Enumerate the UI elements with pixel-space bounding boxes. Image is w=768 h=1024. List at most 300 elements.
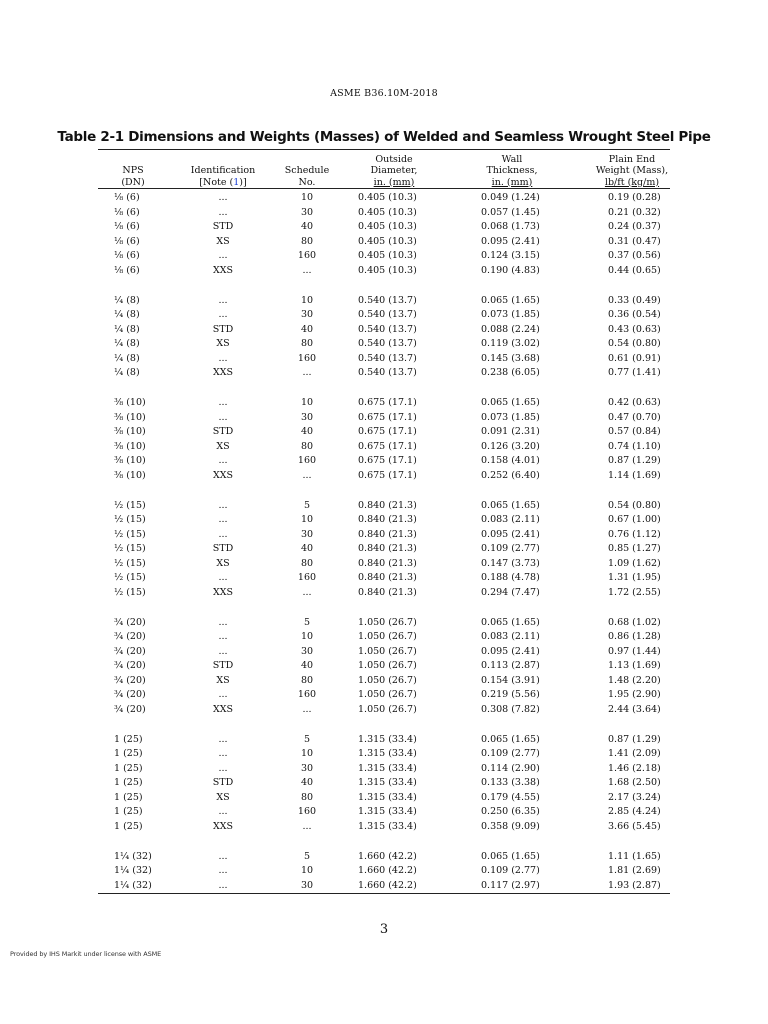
cell-nps: ⅜ (10) <box>114 455 146 466</box>
cell-identification: XXS <box>212 469 234 481</box>
cell-wall-thickness: 0.147 (3.73) <box>481 557 540 569</box>
cell-identification: XS <box>216 440 230 452</box>
cell-wall-thickness: 0.083 (2.11) <box>481 514 540 525</box>
cell-identification: ... <box>218 616 228 628</box>
cell-wall-thickness: 0.219 (5.56) <box>481 689 540 700</box>
cell-nps: 1 (25) <box>114 820 143 832</box>
cell-identification: STD <box>212 426 234 437</box>
cell-identification: ... <box>218 631 228 642</box>
cell-identification: XXS <box>212 586 234 598</box>
cell-weight: 1.41 (2.09) <box>608 748 661 759</box>
cell-schedule: 30 <box>300 206 314 218</box>
cell-nps: ¾ (20) <box>114 660 146 671</box>
cell-wall-thickness: 0.252 (6.40) <box>481 469 540 481</box>
table-row <box>98 659 670 674</box>
cell-identification: XS <box>216 557 230 569</box>
cell-schedule: 40 <box>300 543 314 554</box>
table-row <box>98 557 670 572</box>
cell-weight: 1.95 (2.90) <box>608 689 661 700</box>
cell-wall-thickness: 0.117 (2.97) <box>481 879 540 891</box>
cell-weight: 0.68 (1.02) <box>608 616 661 628</box>
header-wall-thickness: Wall Thickness, in. (mm) <box>486 153 538 188</box>
cell-outside-diameter: 0.675 (17.1) <box>358 411 417 423</box>
cell-identification: ... <box>218 733 228 745</box>
cell-schedule: 40 <box>300 777 314 788</box>
cell-weight: 0.36 (0.54) <box>608 309 661 320</box>
cell-schedule: 10 <box>300 397 314 408</box>
cell-weight: 1.81 (2.69) <box>608 865 661 876</box>
cell-weight: 0.33 (0.49) <box>608 294 661 306</box>
cell-weight: 0.77 (1.41) <box>608 367 661 378</box>
table-top-rule <box>98 149 670 150</box>
cell-identification: XS <box>216 338 230 349</box>
cell-wall-thickness: 0.119 (3.02) <box>481 338 540 349</box>
cell-schedule: 5 <box>303 616 311 628</box>
table-row <box>98 586 670 601</box>
cell-nps: ⅜ (10) <box>114 426 146 437</box>
cell-identification: ... <box>218 397 228 408</box>
table-row <box>98 220 670 235</box>
cell-wall-thickness: 0.073 (1.85) <box>481 411 540 423</box>
cell-schedule: 80 <box>300 791 314 803</box>
cell-weight: 0.57 (0.84) <box>608 426 661 437</box>
cell-nps: 1 (25) <box>114 762 143 774</box>
cell-schedule: 80 <box>300 338 314 349</box>
cell-schedule: 160 <box>297 455 317 466</box>
cell-wall-thickness: 0.109 (2.77) <box>481 865 540 876</box>
cell-identification: ... <box>218 352 228 364</box>
cell-weight: 0.86 (1.28) <box>608 631 661 642</box>
cell-outside-diameter: 1.050 (26.7) <box>358 616 417 628</box>
cell-outside-diameter: 1.315 (33.4) <box>358 777 417 788</box>
cell-schedule: 160 <box>297 572 317 583</box>
cell-outside-diameter: 1.660 (42.2) <box>358 879 417 891</box>
cell-wall-thickness: 0.088 (2.24) <box>481 323 540 335</box>
cell-outside-diameter: 0.405 (10.3) <box>358 264 417 276</box>
cell-weight: 1.46 (2.18) <box>608 762 661 774</box>
cell-outside-diameter: 0.405 (10.3) <box>358 206 417 218</box>
table-row <box>98 747 670 762</box>
table-row <box>98 879 670 894</box>
table-row <box>98 820 670 835</box>
table-row <box>98 454 670 469</box>
cell-wall-thickness: 0.095 (2.41) <box>481 528 540 540</box>
cell-outside-diameter: 0.840 (21.3) <box>358 499 417 511</box>
cell-nps: ⅛ (6) <box>114 192 140 203</box>
cell-schedule: 30 <box>300 528 314 540</box>
cell-nps: ¼ (8) <box>114 352 140 364</box>
cell-schedule: ... <box>302 469 312 481</box>
cell-outside-diameter: 1.050 (26.7) <box>358 703 417 715</box>
cell-weight: 0.47 (0.70) <box>608 411 661 423</box>
cell-weight: 0.44 (0.65) <box>608 264 661 276</box>
cell-weight: 0.74 (1.10) <box>608 440 661 452</box>
table-row <box>98 688 670 703</box>
cell-wall-thickness: 0.068 (1.73) <box>481 221 540 232</box>
cell-identification: ... <box>218 192 228 203</box>
cell-schedule: ... <box>302 586 312 598</box>
cell-wall-thickness: 0.358 (9.09) <box>481 820 540 832</box>
cell-nps: ⅛ (6) <box>114 250 140 261</box>
cell-schedule: 80 <box>300 557 314 569</box>
cell-identification: XXS <box>212 264 234 276</box>
cell-nps: ⅜ (10) <box>114 440 146 452</box>
table-row <box>98 571 670 586</box>
cell-wall-thickness: 0.238 (6.05) <box>481 367 540 378</box>
cell-identification: STD <box>212 221 234 232</box>
table-row <box>98 366 670 381</box>
cell-weight: 1.14 (1.69) <box>608 469 661 481</box>
note-1-link[interactable]: 1 <box>233 176 240 188</box>
cell-weight: 0.54 (0.80) <box>608 338 661 349</box>
header-identification: Identification [Note (1)] <box>190 165 256 188</box>
table-row <box>98 805 670 820</box>
cell-nps: 1 (25) <box>114 806 143 817</box>
cell-weight: 0.37 (0.56) <box>608 250 661 261</box>
cell-outside-diameter: 0.675 (17.1) <box>358 455 417 466</box>
cell-identification: ... <box>218 309 228 320</box>
cell-schedule: 40 <box>300 221 314 232</box>
header-outside-diameter: Outside Diameter, in. (mm) <box>370 153 418 188</box>
cell-wall-thickness: 0.065 (1.65) <box>481 850 540 862</box>
cell-schedule: 10 <box>300 748 314 759</box>
cell-weight: 0.85 (1.27) <box>608 543 661 554</box>
cell-nps: ¾ (20) <box>114 703 146 715</box>
cell-outside-diameter: 1.315 (33.4) <box>358 806 417 817</box>
table-row <box>98 249 670 264</box>
cell-wall-thickness: 0.126 (3.20) <box>481 440 540 452</box>
cell-wall-thickness: 0.049 (1.24) <box>481 192 540 203</box>
cell-nps: ⅜ (10) <box>114 411 146 423</box>
table-row <box>98 411 670 426</box>
cell-schedule: 30 <box>300 879 314 891</box>
cell-identification: ... <box>218 528 228 540</box>
cell-nps: ¼ (8) <box>114 309 140 320</box>
cell-weight: 1.68 (2.50) <box>608 777 661 788</box>
table-row <box>98 264 670 279</box>
table-row <box>98 440 670 455</box>
header-schedule: Schedule No. <box>284 165 330 188</box>
cell-nps: ⅜ (10) <box>114 397 146 408</box>
cell-identification: XXS <box>212 820 234 832</box>
cell-schedule: 160 <box>297 352 317 364</box>
cell-identification: ... <box>218 806 228 817</box>
table-row <box>98 850 670 865</box>
table-row <box>98 191 670 206</box>
cell-nps: ¾ (20) <box>114 631 146 642</box>
cell-nps: 1 (25) <box>114 748 143 759</box>
cell-wall-thickness: 0.114 (2.90) <box>481 762 540 774</box>
cell-nps: ⅜ (10) <box>114 469 146 481</box>
cell-outside-diameter: 1.315 (33.4) <box>358 762 417 774</box>
cell-schedule: 30 <box>300 411 314 423</box>
cell-wall-thickness: 0.124 (3.15) <box>481 250 540 261</box>
cell-wall-thickness: 0.294 (7.47) <box>481 586 540 598</box>
table-row <box>98 499 670 514</box>
cell-nps: 1 (25) <box>114 733 143 745</box>
cell-weight: 1.72 (2.55) <box>608 586 661 598</box>
cell-outside-diameter: 0.675 (17.1) <box>358 469 417 481</box>
cell-outside-diameter: 0.840 (21.3) <box>358 514 417 525</box>
cell-outside-diameter: 0.540 (13.7) <box>358 338 417 349</box>
cell-identification: ... <box>218 572 228 583</box>
table-bottom-rule <box>98 893 670 894</box>
table-header <box>98 152 670 188</box>
cell-wall-thickness: 0.190 (4.83) <box>481 264 540 276</box>
cell-weight: 0.54 (0.80) <box>608 499 661 511</box>
cell-weight: 0.87 (1.29) <box>608 733 661 745</box>
cell-nps: ⅛ (6) <box>114 235 140 247</box>
cell-outside-diameter: 0.540 (13.7) <box>358 323 417 335</box>
provider-notice: Provided by IHS Markit under license with ASME <box>10 950 162 958</box>
table-title: Table 2-1 Dimensions and Weights (Masses) of Welded and Seamless Wrought Steel Pipe <box>57 129 711 145</box>
cell-schedule: 30 <box>300 762 314 774</box>
cell-identification: ... <box>218 865 228 876</box>
cell-nps: 1¼ (32) <box>114 865 152 876</box>
cell-schedule: 160 <box>297 250 317 261</box>
cell-schedule: 10 <box>300 514 314 525</box>
table-row <box>98 235 670 250</box>
cell-outside-diameter: 1.050 (26.7) <box>358 674 417 686</box>
cell-outside-diameter: 0.840 (21.3) <box>358 528 417 540</box>
cell-schedule: ... <box>302 820 312 832</box>
cell-outside-diameter: 0.675 (17.1) <box>358 440 417 452</box>
cell-outside-diameter: 1.315 (33.4) <box>358 748 417 759</box>
cell-nps: 1 (25) <box>114 791 143 803</box>
cell-outside-diameter: 0.405 (10.3) <box>358 250 417 261</box>
cell-outside-diameter: 0.840 (21.3) <box>358 586 417 598</box>
cell-schedule: 5 <box>303 499 311 511</box>
cell-identification: ... <box>218 748 228 759</box>
cell-nps: ½ (15) <box>114 528 146 540</box>
cell-weight: 0.19 (0.28) <box>608 192 661 203</box>
cell-schedule: ... <box>302 264 312 276</box>
cell-schedule: 40 <box>300 323 314 335</box>
cell-identification: ... <box>218 206 228 218</box>
table-row <box>98 864 670 879</box>
table-row <box>98 645 670 660</box>
cell-weight: 0.31 (0.47) <box>608 235 661 247</box>
cell-nps: ½ (15) <box>114 543 146 554</box>
cell-weight: 1.93 (2.87) <box>608 879 661 891</box>
cell-identification: XXS <box>212 703 234 715</box>
cell-wall-thickness: 0.065 (1.65) <box>481 397 540 408</box>
cell-schedule: 30 <box>300 309 314 320</box>
cell-outside-diameter: 1.660 (42.2) <box>358 865 417 876</box>
cell-wall-thickness: 0.095 (2.41) <box>481 235 540 247</box>
cell-wall-thickness: 0.158 (4.01) <box>481 455 540 466</box>
cell-outside-diameter: 1.050 (26.7) <box>358 660 417 671</box>
table-row <box>98 469 670 484</box>
cell-identification: STD <box>212 543 234 554</box>
cell-weight: 1.48 (2.20) <box>608 674 661 686</box>
table-row <box>98 323 670 338</box>
cell-weight: 1.13 (1.69) <box>608 660 661 671</box>
table-row <box>98 630 670 645</box>
cell-nps: ⅛ (6) <box>114 206 140 218</box>
table-row <box>98 616 670 631</box>
cell-wall-thickness: 0.065 (1.65) <box>481 499 540 511</box>
cell-schedule: ... <box>302 367 312 378</box>
page-number: 3 <box>379 922 389 937</box>
cell-weight: 0.21 (0.32) <box>608 206 661 218</box>
table-header-rule <box>98 188 670 189</box>
table-row <box>98 762 670 777</box>
cell-outside-diameter: 0.540 (13.7) <box>358 294 417 306</box>
table-row <box>98 791 670 806</box>
cell-outside-diameter: 0.675 (17.1) <box>358 426 417 437</box>
cell-wall-thickness: 0.109 (2.77) <box>481 748 540 759</box>
cell-outside-diameter: 0.540 (13.7) <box>358 309 417 320</box>
cell-nps: ½ (15) <box>114 557 146 569</box>
cell-identification: STD <box>212 323 234 335</box>
cell-schedule: 40 <box>300 426 314 437</box>
cell-schedule: 10 <box>300 294 314 306</box>
cell-schedule: 10 <box>300 631 314 642</box>
cell-nps: 1¼ (32) <box>114 879 152 891</box>
cell-wall-thickness: 0.065 (1.65) <box>481 733 540 745</box>
cell-identification: ... <box>218 689 228 700</box>
cell-weight: 2.44 (3.64) <box>608 703 661 715</box>
cell-wall-thickness: 0.073 (1.85) <box>481 309 540 320</box>
cell-schedule: 40 <box>300 660 314 671</box>
table-row <box>98 528 670 543</box>
cell-nps: ½ (15) <box>114 514 146 525</box>
cell-wall-thickness: 0.057 (1.45) <box>481 206 540 218</box>
cell-schedule: 80 <box>300 440 314 452</box>
cell-weight: 0.61 (0.91) <box>608 352 661 364</box>
cell-outside-diameter: 0.840 (21.3) <box>358 557 417 569</box>
cell-schedule: ... <box>302 703 312 715</box>
cell-outside-diameter: 1.315 (33.4) <box>358 820 417 832</box>
cell-weight: 2.17 (3.24) <box>608 791 661 803</box>
cell-identification: STD <box>212 660 234 671</box>
cell-weight: 0.97 (1.44) <box>608 645 661 657</box>
cell-identification: ... <box>218 514 228 525</box>
cell-weight: 2.85 (4.24) <box>608 806 661 817</box>
table-row <box>98 352 670 367</box>
cell-weight: 0.76 (1.12) <box>608 528 661 540</box>
cell-nps: ¼ (8) <box>114 323 140 335</box>
cell-outside-diameter: 0.405 (10.3) <box>358 235 417 247</box>
cell-wall-thickness: 0.065 (1.65) <box>481 616 540 628</box>
cell-identification: ... <box>218 762 228 774</box>
cell-outside-diameter: 1.315 (33.4) <box>358 733 417 745</box>
table-row <box>98 703 670 718</box>
cell-identification: ... <box>218 411 228 423</box>
cell-nps: ½ (15) <box>114 499 146 511</box>
cell-identification: ... <box>218 499 228 511</box>
table-body <box>98 191 670 893</box>
table-row <box>98 513 670 528</box>
cell-outside-diameter: 1.050 (26.7) <box>358 645 417 657</box>
cell-wall-thickness: 0.109 (2.77) <box>481 543 540 554</box>
cell-wall-thickness: 0.308 (7.82) <box>481 703 540 715</box>
cell-identification: ... <box>218 850 228 862</box>
cell-wall-thickness: 0.091 (2.31) <box>481 426 540 437</box>
cell-identification: XS <box>216 235 230 247</box>
cell-weight: 0.67 (1.00) <box>608 514 661 525</box>
table-row <box>98 294 670 309</box>
cell-identification: ... <box>218 455 228 466</box>
cell-outside-diameter: 1.660 (42.2) <box>358 850 417 862</box>
cell-nps: ½ (15) <box>114 572 146 583</box>
cell-wall-thickness: 0.133 (3.38) <box>481 777 540 788</box>
cell-schedule: 160 <box>297 689 317 700</box>
cell-nps: ¾ (20) <box>114 689 146 700</box>
table-row <box>98 674 670 689</box>
cell-nps: ¼ (8) <box>114 367 140 378</box>
cell-outside-diameter: 1.050 (26.7) <box>358 631 417 642</box>
cell-identification: ... <box>218 879 228 891</box>
cell-nps: 1¼ (32) <box>114 850 152 862</box>
table-row <box>98 425 670 440</box>
running-head: ASME B36.10M-2018 <box>330 88 438 99</box>
cell-outside-diameter: 1.050 (26.7) <box>358 689 417 700</box>
cell-nps: ½ (15) <box>114 586 146 598</box>
cell-wall-thickness: 0.179 (4.55) <box>481 791 540 803</box>
cell-outside-diameter: 0.405 (10.3) <box>358 221 417 232</box>
cell-schedule: 5 <box>303 850 311 862</box>
cell-outside-diameter: 0.675 (17.1) <box>358 397 417 408</box>
cell-identification: ... <box>218 294 228 306</box>
header-plain-end-weight: Plain End Weight (Mass), lb/ft (kg/m) <box>595 153 669 188</box>
cell-nps: ⅛ (6) <box>114 221 140 232</box>
cell-wall-thickness: 0.065 (1.65) <box>481 294 540 306</box>
cell-wall-thickness: 0.250 (6.35) <box>481 806 540 817</box>
table-row <box>98 776 670 791</box>
cell-outside-diameter: 0.405 (10.3) <box>358 192 417 203</box>
cell-nps: ¼ (8) <box>114 294 140 306</box>
cell-nps: ¾ (20) <box>114 674 146 686</box>
cell-wall-thickness: 0.145 (3.68) <box>481 352 540 364</box>
cell-weight: 1.11 (1.65) <box>608 850 661 862</box>
cell-schedule: 30 <box>300 645 314 657</box>
cell-schedule: 160 <box>297 806 317 817</box>
cell-nps: ⅛ (6) <box>114 264 140 276</box>
cell-weight: 0.24 (0.37) <box>608 221 661 232</box>
cell-weight: 0.43 (0.63) <box>608 323 661 335</box>
cell-nps: ¼ (8) <box>114 338 140 349</box>
cell-schedule: 80 <box>300 674 314 686</box>
table-row <box>98 308 670 323</box>
cell-schedule: 10 <box>300 865 314 876</box>
cell-wall-thickness: 0.154 (3.91) <box>481 674 540 686</box>
cell-wall-thickness: 0.188 (4.78) <box>481 572 540 583</box>
table-row <box>98 396 670 411</box>
cell-wall-thickness: 0.083 (2.11) <box>481 631 540 642</box>
cell-schedule: 5 <box>303 733 311 745</box>
cell-wall-thickness: 0.095 (2.41) <box>481 645 540 657</box>
cell-outside-diameter: 0.840 (21.3) <box>358 543 417 554</box>
header-nps: NPS (DN) <box>121 165 145 188</box>
cell-identification: XXS <box>212 367 234 378</box>
table-row <box>98 206 670 221</box>
cell-weight: 1.31 (1.95) <box>608 572 661 583</box>
cell-outside-diameter: 0.540 (13.7) <box>358 367 417 378</box>
cell-weight: 0.42 (0.63) <box>608 397 661 408</box>
cell-outside-diameter: 1.315 (33.4) <box>358 791 417 803</box>
table-row <box>98 542 670 557</box>
cell-weight: 1.09 (1.62) <box>608 557 661 569</box>
cell-identification: STD <box>212 777 234 788</box>
cell-weight: 3.66 (5.45) <box>608 820 661 832</box>
cell-nps: ¾ (20) <box>114 616 146 628</box>
cell-wall-thickness: 0.113 (2.87) <box>481 660 540 671</box>
cell-identification: ... <box>218 250 228 261</box>
cell-nps: ¾ (20) <box>114 645 146 657</box>
cell-schedule: 10 <box>300 192 314 203</box>
